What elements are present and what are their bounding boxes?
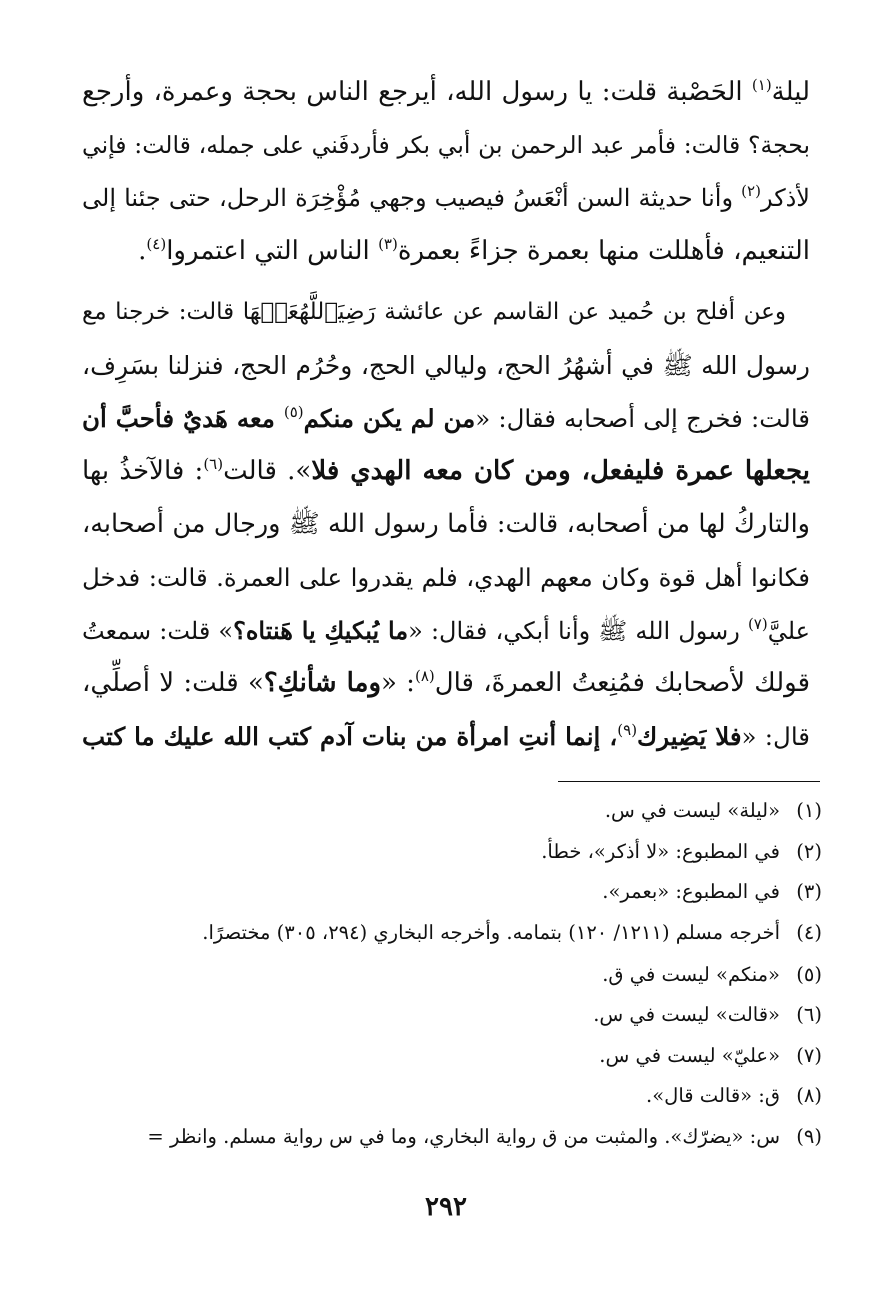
text-line: التنعيم، فأهللت منها بعمرة جزاءً بعمرة$^{(٣)}$ الناس التي اعتمروا$^{(٤)}$.: [138, 235, 810, 266]
text-line: قولك لأصحابك فمُنِعتُ العمرةَ، قال$^{(٨)}$: «وما شأنكِ؟» قلت: لا أصلِّي،: [82, 667, 810, 698]
page-number: ٢٩٢: [425, 1192, 467, 1222]
footnote-2: (٢)في المطبوع: «لا أذكر»، خطأ.: [541, 840, 822, 863]
text-line: عليَّ$^{(٧)}$ رسول الله ﷺ وأنا أبكي، فقال: «ما يُبكيكِ يا هَنتاه؟» قلت: سمعتُ: [82, 615, 810, 645]
text-line: قال: «فلا يَضِيرك$^{(٩)}$، إنما أنتِ امرأة من بنات آدم كتب الله عليك ما كتب: [82, 721, 810, 751]
footnote-4: (٤)أخرجه مسلم (١٢١١/ ١٢٠) بتمامه. وأخرجه البخاري (٢٩٤، ٣٠٥) مختصرًا.: [202, 921, 822, 944]
footnote-ref[interactable]: (٢): [741, 182, 761, 200]
text-line: بحجة؟ قالت: فأمر عبد الرحمن بن أبي بكر فأردفَني على جمله، قالت: فإني: [82, 131, 810, 159]
footnote-ref[interactable]: (٩): [617, 721, 638, 739]
footnote-5: (٥)«منكم» ليست في ق.: [602, 963, 822, 986]
footnote-3: (٣)في المطبوع: «بعمر».: [602, 880, 822, 903]
text-line: وعن أفلح بن حُميد عن القاسم عن عائشة رَضِيَٱللَّهُعَنۡهَا قالت: خرجنا مع: [82, 299, 786, 325]
text-line: لأذكر$^{(٢)}$ وأنا حديثة السن أنْعَسُ فيصيب وجهي مُؤْخِرَة الرحل، حتى جئنا إلى: [82, 182, 810, 212]
text-line: رسول الله ﷺ في أشهُرُ الحج، وليالي الحج، وحُرُم الحج، فنزلنا بسَرِف،: [82, 351, 810, 380]
footnote-ref[interactable]: (٤): [146, 235, 167, 253]
footnote-ref[interactable]: (٧): [747, 615, 768, 633]
footnote-separator: [558, 781, 820, 782]
footnote-7: (٧)«عليّ» ليست في س.: [599, 1044, 822, 1067]
footnote-ref[interactable]: (٦): [203, 455, 224, 473]
text-line: ليلة$^{(١)}$ الحَصْبة قلت: يا رسول الله، أيرجع الناس بحجة وعمرة، وأرجع: [82, 76, 810, 107]
paragraph-2: [82, 286, 810, 763]
footnote-ref[interactable]: (٣): [378, 235, 398, 253]
text-line: يجعلها عمرة فليفعل، ومن كان معه الهدي فلا». قالت$^{(٦)}$: فالآخذُ بها: [82, 455, 810, 486]
footnote-8: (٨)ق: «قالت قال».: [646, 1084, 822, 1107]
text-line: والتاركُ لها من أصحابه، قالت: فأما رسول الله ﷺ ورجال من أصحابه،: [82, 509, 810, 539]
footnote-9: (٩)س: «يضرّك». والمثبت من ق رواية البخاري، وما في س رواية مسلم. وانظر =: [147, 1125, 822, 1148]
footnote-ref[interactable]: (٥): [283, 403, 304, 421]
footnote-1: (١)«ليلة» ليست في س.: [604, 799, 822, 822]
text-line: قالت: فخرج إلى أصحابه فقال: «من لم يكن منكم$^{(٥)}$ معه هَديٌ فأحبَّ أن: [82, 403, 810, 433]
footnote-ref[interactable]: (١): [751, 76, 772, 94]
text-line: فكانوا أهل قوة وكان معهم الهدي، فلم يقدروا على العمرة. قالت: فدخل: [82, 563, 810, 592]
footnote-6: (٦)«قالت» ليست في س.: [593, 1003, 822, 1026]
footnote-ref[interactable]: (٨): [414, 667, 435, 685]
paragraph-1: [82, 66, 810, 278]
